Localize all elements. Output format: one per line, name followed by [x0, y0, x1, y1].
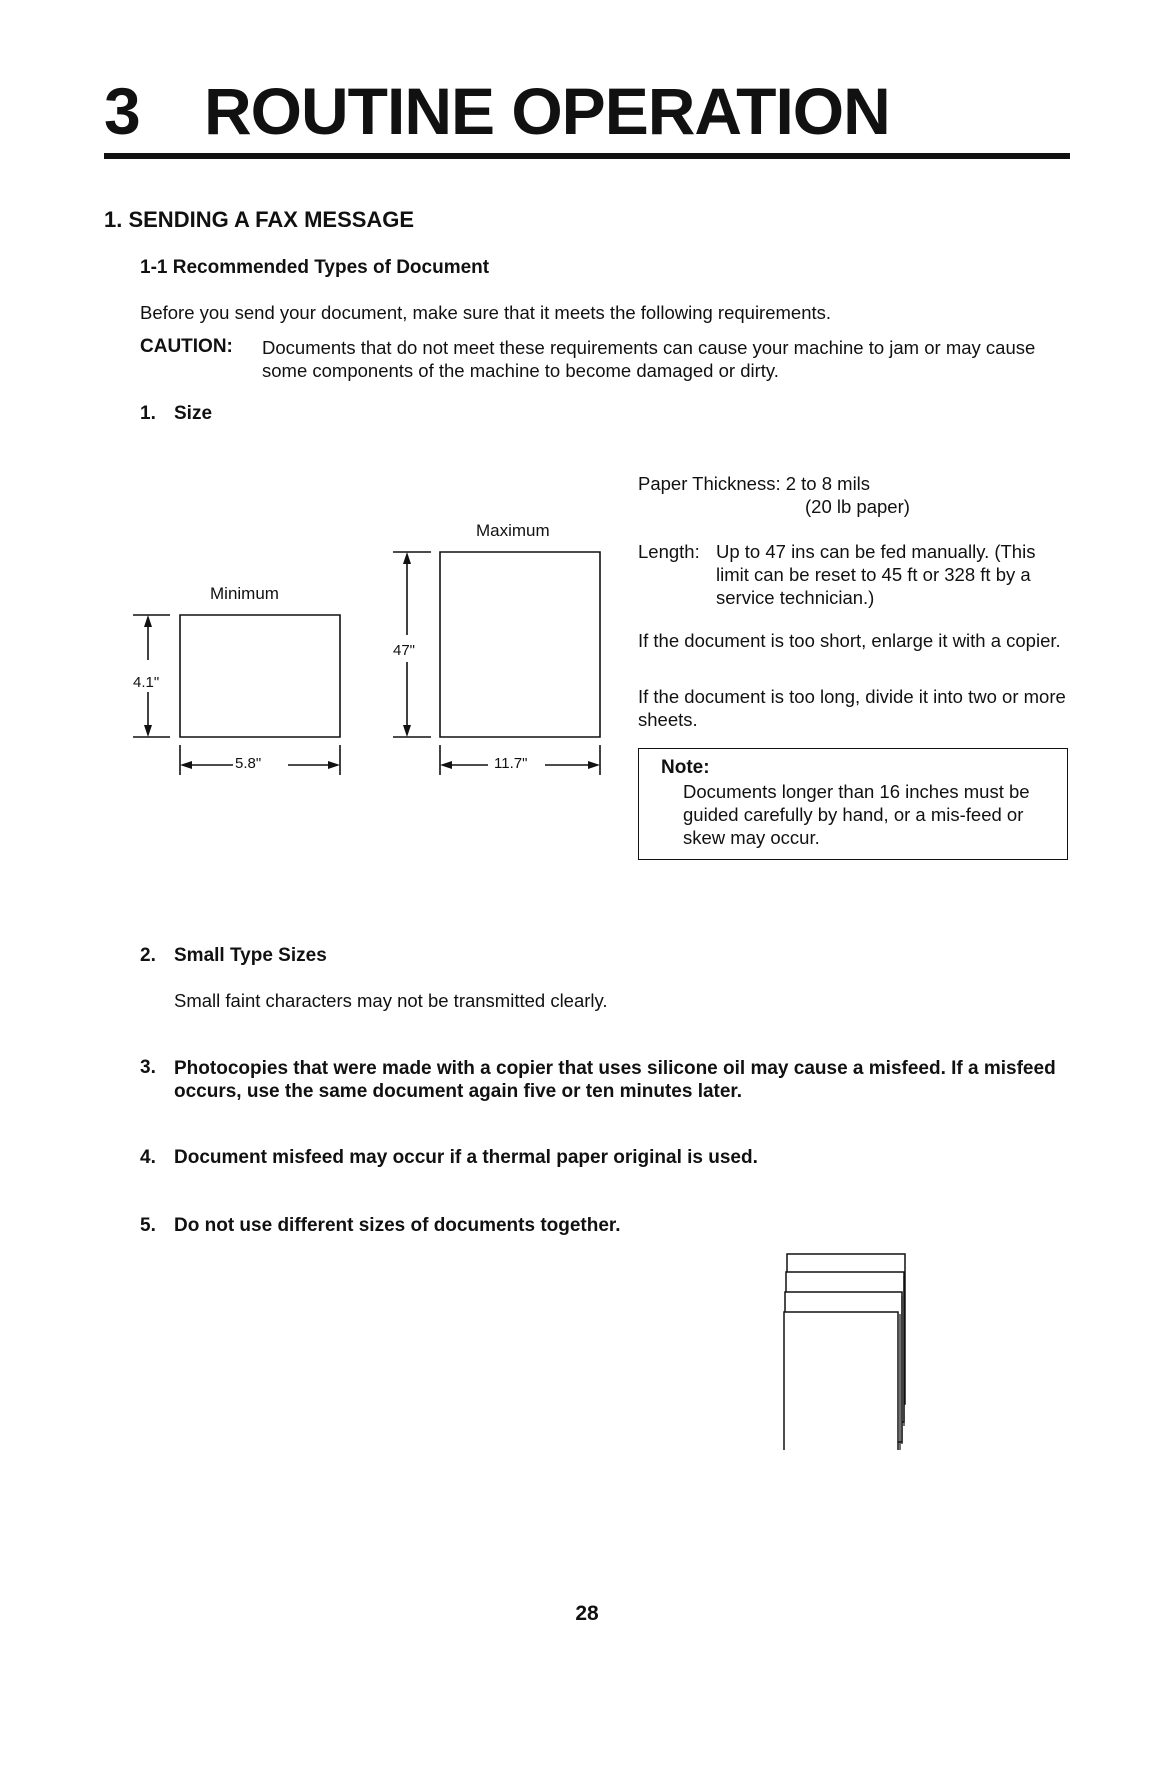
length-label: Length: — [638, 541, 700, 562]
note-text: Documents longer than 16 inches must be guided carefully by hand, or a mis-feed or skew may occur. — [683, 781, 1030, 848]
item-title: Do not use different sizes of documents together. — [174, 1215, 621, 1236]
minimum-label: Minimum — [210, 584, 279, 603]
caution-text: Documents that do not meet these requirements can cause your machine to jam or may cause some components of the machine to become damaged or dirty. — [262, 337, 1036, 381]
item-title: Document misfeed may occur if a thermal paper original is used. — [174, 1147, 758, 1168]
item-size-heading — [140, 403, 212, 425]
item-number: 3. — [140, 1057, 156, 1078]
item-title: Small Type Sizes — [174, 945, 327, 966]
too-long-text: If the document is too long, divide it into two or more sheets. — [638, 686, 1066, 730]
item-number: 4. — [140, 1147, 156, 1168]
item-number: 5. — [140, 1215, 156, 1236]
maximum-height-label: 47" — [393, 642, 416, 659]
thickness-line-1: Paper Thickness: 2 to 8 mils — [638, 473, 871, 494]
item-title: Size — [174, 403, 213, 424]
minimum-height-label: 4.1" — [133, 674, 160, 691]
length-text: Up to 47 ins can be fed manually. (This limit can be reset to 45 ft or 328 ft by a service technician.) — [716, 541, 1036, 608]
caution-label: CAUTION: — [140, 336, 233, 357]
stacked-documents-illustration — [780, 1250, 920, 1450]
item-mixed-sizes-heading — [140, 1215, 621, 1237]
maximum-label: Maximum — [476, 521, 550, 540]
page-number: 28 — [575, 1602, 599, 1625]
thickness-line-2: (20 lb paper) — [805, 496, 910, 517]
minimum-width-label: 5.8" — [235, 755, 262, 772]
item-number: 1. — [140, 403, 156, 424]
maximum-sheet — [440, 552, 600, 737]
document-size-diagram — [125, 500, 625, 780]
intro-text: Before you send your document, make sure that it meets the following requirements. — [140, 302, 832, 323]
chapter-title-text: ROUTINE OPERATION — [204, 74, 890, 148]
note-box — [638, 748, 1068, 860]
item-photocopies-heading — [140, 1057, 1074, 1103]
title-rule — [104, 153, 1070, 159]
section-heading: 1. SENDING A FAX MESSAGE — [104, 207, 415, 232]
minimum-sheet — [180, 615, 340, 737]
item-number: 2. — [140, 945, 156, 966]
item-small-type-text: Small faint characters may not be transmitted clearly. — [174, 990, 608, 1011]
subsection-heading: 1-1 Recommended Types of Document — [140, 257, 490, 278]
chapter-number: 3 — [104, 74, 140, 148]
item-thermal-heading — [140, 1147, 758, 1169]
maximum-width-label: 11.7" — [494, 755, 528, 772]
note-title: Note: — [661, 757, 710, 778]
item-title: Photocopies that were made with a copier that uses silicone oil may cause a misfeed. If a misfeed occurs, use the same document again five or ten minutes later. — [174, 1058, 1056, 1102]
item-small-type-heading — [140, 945, 327, 967]
too-short-text: If the document is too short, enlarge it with a copier. — [638, 630, 1061, 651]
chapter-title — [104, 74, 890, 148]
